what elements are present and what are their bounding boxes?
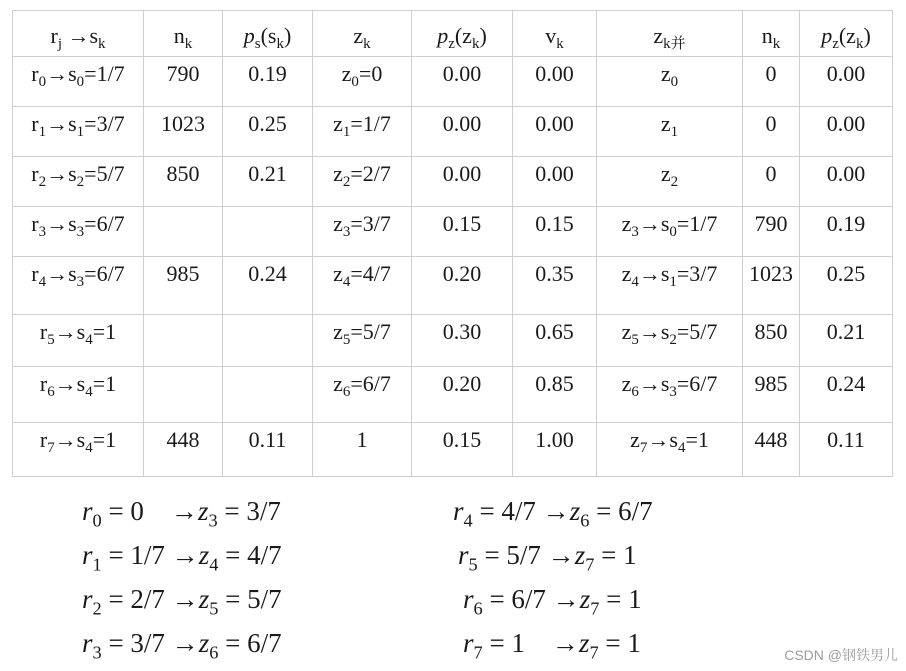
cell-ps: 0.24	[223, 257, 313, 315]
cell-ps: 0.25	[223, 107, 313, 157]
cell-zk: $z_4=4/7$	[313, 257, 412, 315]
cell-pz: 0.15	[412, 423, 513, 477]
cell-nk-2: 0	[743, 57, 800, 107]
mapping-equations	[0, 484, 906, 671]
cell-nk-2: 1023	[743, 257, 800, 315]
table-row	[13, 57, 893, 107]
header-zk: $z_k$	[313, 11, 412, 57]
cell-pz: 0.15	[412, 207, 513, 257]
cell-nk: 985	[144, 257, 223, 315]
header-nk-2: $n_k$	[743, 11, 800, 57]
cell-zk: $z_5=5/7$	[313, 315, 412, 367]
cell-zk-merged: $z_7\to s_4=1$	[597, 423, 743, 477]
cell-pz: 0.00	[412, 157, 513, 207]
mapping-equation: $r_5 = 5/7 \to z_7 = 1$	[458, 540, 637, 575]
cell-pz-2: 0.25	[800, 257, 893, 315]
cell-nk: 448	[144, 423, 223, 477]
cell-zk: $z_2=2/7$	[313, 157, 412, 207]
mapping-equation: $r_2 = 2/7 \to z_5 = 5/7$	[82, 584, 282, 619]
cell-ps: 0.19	[223, 57, 313, 107]
cell-nk: 790	[144, 57, 223, 107]
cell-vk: 0.65	[513, 315, 597, 367]
cell-vk: 0.35	[513, 257, 597, 315]
cell-nk-2: 448	[743, 423, 800, 477]
cell-ps	[223, 207, 313, 257]
cell-nk	[144, 367, 223, 423]
mapping-equation: $r_0 = 0$ $\to z_3 = 3/7$	[82, 496, 281, 531]
cell-vk: 1.00	[513, 423, 597, 477]
watermark: CSDN @钢铁男儿	[784, 647, 898, 663]
cell-ps	[223, 367, 313, 423]
cell-zk: $z_0=0$	[313, 57, 412, 107]
cell-ps: 0.11	[223, 423, 313, 477]
cell-rj-sk: $r_5\to s_4=1$	[13, 315, 144, 367]
table-header-row	[13, 11, 893, 57]
cell-zk-merged: $z_2$	[597, 157, 743, 207]
table-row	[13, 423, 893, 477]
header-zk-merged: $z_{k并}$	[597, 11, 743, 57]
cell-pz-2: 0.21	[800, 315, 893, 367]
cell-vk: 0.00	[513, 107, 597, 157]
cell-rj-sk: $r_0\to s_0=1/7$	[13, 57, 144, 107]
cell-vk: 0.85	[513, 367, 597, 423]
cell-zk: $z_6=6/7$	[313, 367, 412, 423]
table-body	[13, 57, 893, 477]
mapping-equation: $r_6 = 6/7 \to z_7 = 1$	[463, 584, 642, 619]
cell-zk-merged: $z_1$	[597, 107, 743, 157]
mapping-equation: $r_1 = 1/7 \to z_4 = 4/7$	[82, 540, 282, 575]
cell-vk: 0.15	[513, 207, 597, 257]
cell-rj-sk: $r_4\to s_3=6/7$	[13, 257, 144, 315]
cell-zk-merged: $z_5\to s_2=5/7$	[597, 315, 743, 367]
table-row	[13, 367, 893, 423]
cell-pz: 0.00	[412, 57, 513, 107]
cell-pz-2: 0.00	[800, 157, 893, 207]
header-rj-sk: $r_j \to s_k$	[13, 11, 144, 57]
cell-zk: $z_1=1/7$	[313, 107, 412, 157]
cell-zk-merged: $z_3\to s_0=1/7$	[597, 207, 743, 257]
cell-nk-2: 0	[743, 107, 800, 157]
cell-nk-2: 985	[743, 367, 800, 423]
cell-ps: 0.21	[223, 157, 313, 207]
table-row	[13, 107, 893, 157]
cell-pz: 0.20	[412, 257, 513, 315]
cell-vk: 0.00	[513, 157, 597, 207]
cell-nk: 1023	[144, 107, 223, 157]
cell-rj-sk: $r_3\to s_3=6/7$	[13, 207, 144, 257]
cell-pz-2: 0.00	[800, 57, 893, 107]
cell-rj-sk: $r_6\to s_4=1$	[13, 367, 144, 423]
table-row	[13, 257, 893, 315]
cell-zk-merged: $z_4\to s_1=3/7$	[597, 257, 743, 315]
cell-pz: 0.20	[412, 367, 513, 423]
mapping-equation: $r_3 = 3/7 \to z_6 = 6/7$	[82, 628, 282, 663]
cell-zk-merged: $z_6\to s_3=6/7$	[597, 367, 743, 423]
cell-pz-2: 0.11	[800, 423, 893, 477]
header-nk: $n_k$	[144, 11, 223, 57]
cell-nk: 850	[144, 157, 223, 207]
cell-rj-sk: $r_2\to s_2=5/7$	[13, 157, 144, 207]
cell-ps	[223, 315, 313, 367]
cell-pz-2: 0.00	[800, 107, 893, 157]
cell-zk: $z_3=3/7$	[313, 207, 412, 257]
cell-nk	[144, 207, 223, 257]
cell-pz-2: 0.19	[800, 207, 893, 257]
cell-rj-sk: $r_1\to s_1=3/7$	[13, 107, 144, 157]
cell-vk: 0.00	[513, 57, 597, 107]
cell-zk: 1	[313, 423, 412, 477]
cell-nk-2: 850	[743, 315, 800, 367]
histogram-mapping-table	[12, 10, 893, 477]
table-row	[13, 207, 893, 257]
header-pz-2: $p_z(z_k)$	[800, 11, 893, 57]
header-pz: $p_z(z_k)$	[412, 11, 513, 57]
cell-nk-2: 0	[743, 157, 800, 207]
cell-rj-sk: $r_7\to s_4=1$	[13, 423, 144, 477]
cell-nk	[144, 315, 223, 367]
mapping-equation: $r_7 = 1$ $\to z_7 = 1$	[463, 628, 641, 663]
mapping-equation: $r_4 = 4/7 \to z_6 = 6/7$	[453, 496, 653, 531]
cell-pz-2: 0.24	[800, 367, 893, 423]
header-ps: $p_s(s_k)$	[223, 11, 313, 57]
header-vk: $v_k$	[513, 11, 597, 57]
cell-nk-2: 790	[743, 207, 800, 257]
table-row	[13, 157, 893, 207]
table-row	[13, 315, 893, 367]
cell-pz: 0.00	[412, 107, 513, 157]
cell-zk-merged: $z_0$	[597, 57, 743, 107]
cell-pz: 0.30	[412, 315, 513, 367]
